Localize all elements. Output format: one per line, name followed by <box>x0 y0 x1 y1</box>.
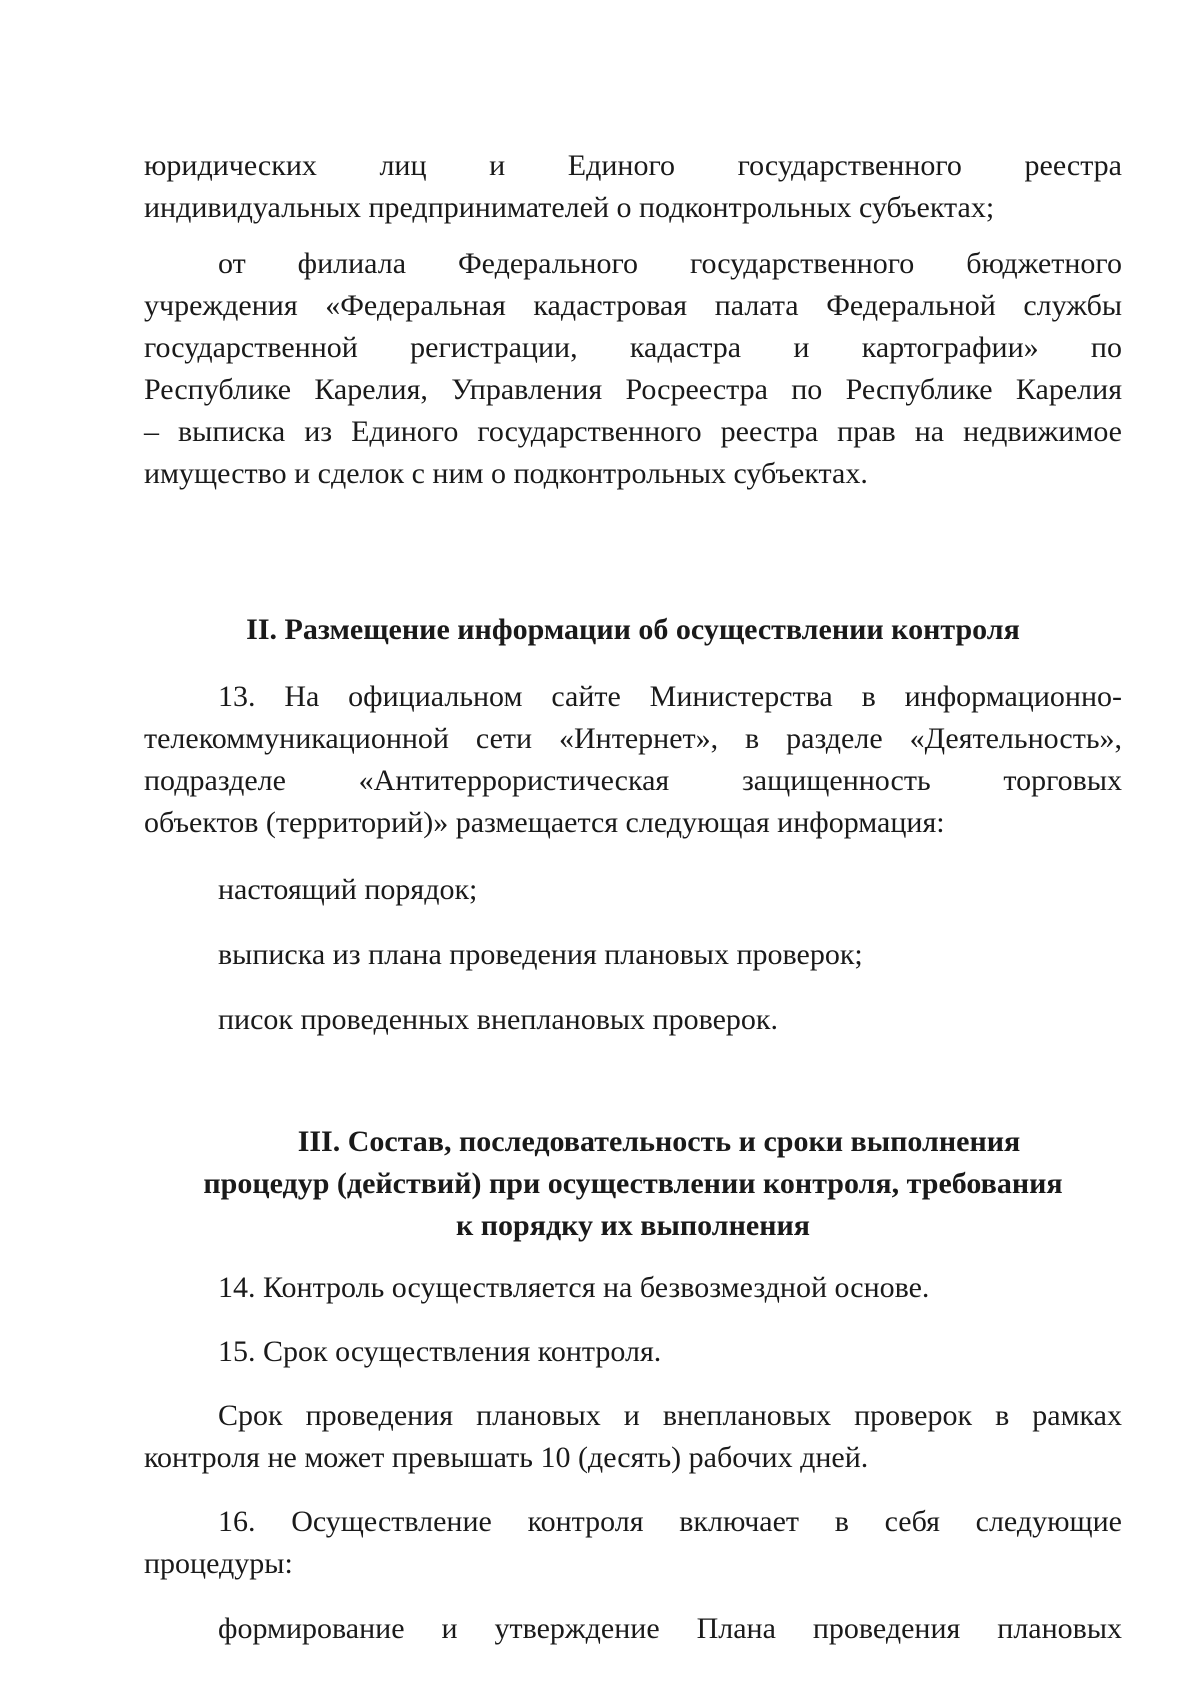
text-line: подразделе «Антитеррористическая защищенность торговых <box>144 764 1122 797</box>
text-line: 16. Осуществление контроля включает в себя следующие <box>218 1505 1122 1538</box>
paragraph-registry-continuation <box>144 145 1122 229</box>
text-line: контроля не может превышать 10 (десять) рабочих дней. <box>144 1441 869 1474</box>
paragraph-16 <box>144 1501 1122 1585</box>
heading-line: процедур (действий) при осуществлении контроля, требования <box>203 1167 1063 1200</box>
text-line: Республике Карелия, Управления Росреестра по Республике Карелия <box>144 373 1122 406</box>
text-line: – выписка из Единого государственного реестра прав на недвижимое <box>144 415 1122 448</box>
paragraph-15: 15. Срок осуществления контроля. <box>218 1335 662 1368</box>
heading-line: к порядку их выполнения <box>455 1209 811 1242</box>
text-line: государственной регистрации, кадастра и картографии» по <box>144 331 1122 364</box>
text-line: от филиала Федерального государственного бюджетного <box>218 247 1122 280</box>
text-line: объектов (территорий)» размещается следующая информация: <box>144 806 945 839</box>
text-line: имущество и сделок с ним о подконтрольных субъектах. <box>144 457 868 490</box>
section-heading-3 <box>144 1121 1122 1247</box>
paragraph-plan-formation: формирование и утверждение Плана проведения плановых <box>218 1612 1122 1645</box>
text-line: 13. На официальном сайте Министерства в информационно- <box>218 680 1122 713</box>
text-line: Срок проведения плановых и внеплановых проверок в рамках <box>218 1399 1122 1432</box>
text-line: учреждения «Федеральная кадастровая палата Федеральной службы <box>144 289 1122 322</box>
list-item: настоящий порядок; <box>218 873 478 906</box>
text-line: телекоммуникационной сети «Интернет», в разделе «Деятельность», <box>144 722 1122 755</box>
text-line: юридических лиц и Единого государственного реестра <box>144 149 1122 182</box>
list-item: писок проведенных внеплановых проверок. <box>218 1003 778 1036</box>
paragraph-cadastral-chamber <box>144 243 1122 495</box>
list-item: выписка из плана проведения плановых проверок; <box>218 938 863 971</box>
paragraph-14: 14. Контроль осуществляется на безвозмездной основе. <box>218 1271 930 1304</box>
paragraph-13 <box>144 676 1122 844</box>
paragraph-inspection-term <box>144 1395 1122 1479</box>
text-line: индивидуальных предпринимателей о подконтрольных субъектах; <box>144 191 995 224</box>
text-line: процедуры: <box>144 1547 293 1580</box>
section-heading-2: II. Размещение информации об осуществлении контроля <box>246 613 1020 646</box>
heading-line: III. Состав, последовательность и сроки выполнения <box>297 1125 1021 1158</box>
